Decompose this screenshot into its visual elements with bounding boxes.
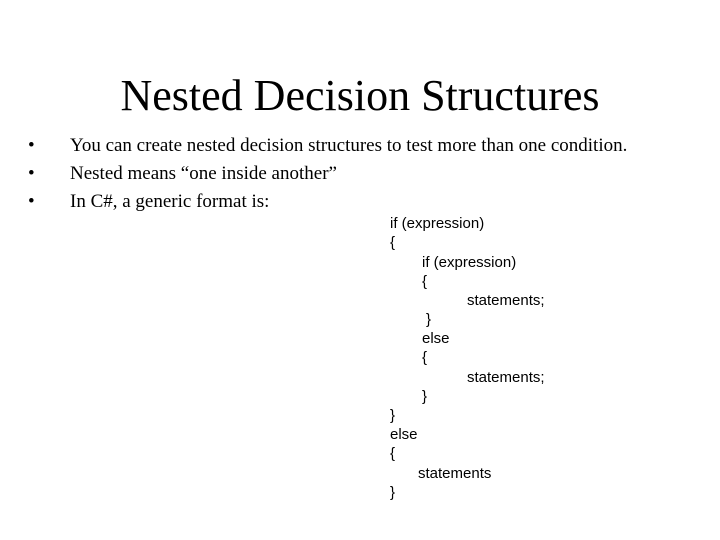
bullet-text: In C#, a generic format is:: [70, 191, 270, 212]
bullet-text: You can create nested decision structures to test more than one condition.: [70, 135, 628, 156]
slide-title: Nested Decision Structures: [120, 71, 600, 120]
code-line: statements;: [467, 369, 545, 386]
code-line: }: [390, 407, 396, 424]
code-line: statements;: [467, 292, 545, 309]
code-line: }: [422, 388, 428, 405]
code-line: {: [390, 234, 396, 251]
code-line: }: [426, 311, 432, 328]
code-line: else: [422, 330, 450, 347]
bullet-marker: •: [28, 191, 35, 212]
bullet-marker: •: [28, 163, 35, 184]
code-line: if (expression): [390, 215, 485, 232]
code-line: }: [390, 484, 396, 501]
code-line: else: [390, 426, 418, 443]
code-line: {: [422, 349, 428, 366]
bullet-marker: •: [28, 135, 35, 156]
code-line: statements: [418, 465, 492, 482]
code-line: if (expression): [422, 254, 517, 271]
code-line: {: [422, 273, 428, 290]
code-line: {: [390, 445, 396, 462]
bullet-text: Nested means “one inside another”: [70, 163, 337, 184]
